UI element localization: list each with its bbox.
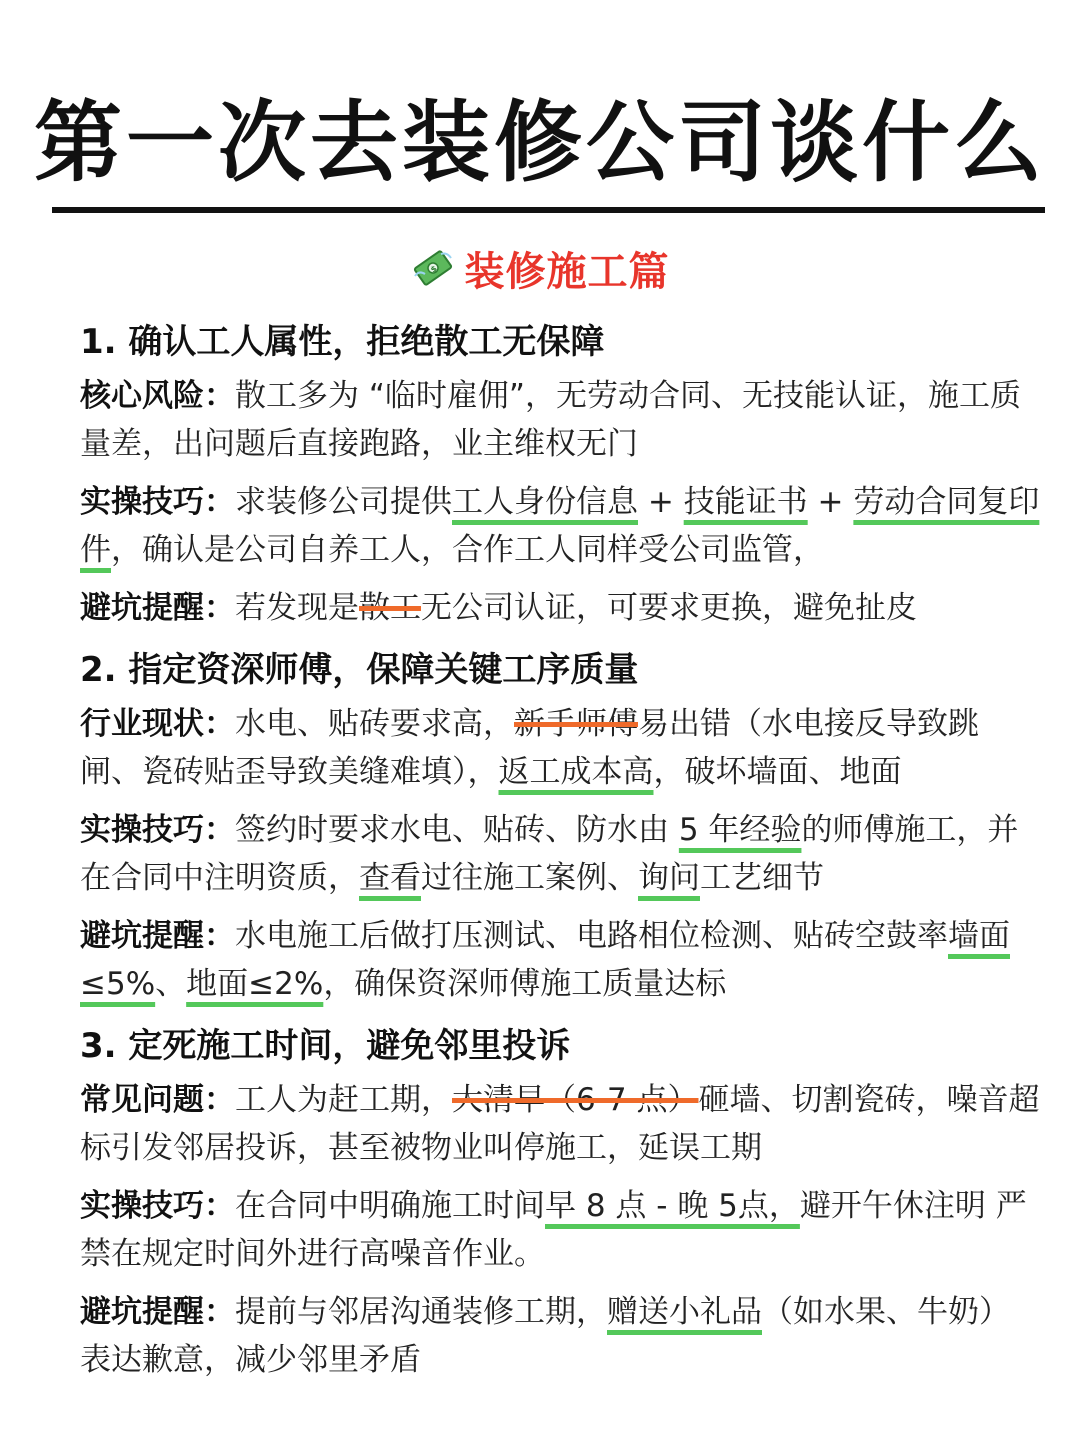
highlight-underline: 技能证书 [683, 484, 808, 520]
paragraph [80, 700, 1040, 796]
strikethrough-text: 新手师傅 [514, 706, 638, 742]
body-text: 提前与邻居沟通装修工期， [235, 1294, 607, 1330]
highlight-underline: 查看 [359, 860, 421, 896]
paragraph [80, 584, 1040, 632]
paragraph [80, 806, 1040, 902]
body-text: 若发现是 [235, 590, 359, 626]
body-text: 水电施工后做打压测试、电路相位检测、贴砖空鼓率 [235, 918, 948, 954]
section-heading: 2. 指定资深师傅，保障关键工序质量 [80, 650, 639, 690]
body-text: 散工多为 “临时雇佣”，无劳动合同、无技能认证，施工质量差，出问题后直接跑路，业主维权无门 [80, 378, 1021, 462]
paragraph [80, 912, 1040, 1008]
highlight-underline: 5 年经验 [678, 812, 802, 848]
body-text: 签约时要求水电、贴砖、防水由 [235, 812, 679, 848]
body-text: 易出错（水电接反导致跳闸、瓷砖贴歪导致美缝难填）， [80, 706, 979, 790]
paragraph [80, 1182, 1040, 1278]
money-with-wings-icon [411, 246, 455, 290]
section-heading: 3. 定死施工时间，避免邻里投诉 [80, 1026, 571, 1066]
body-text: 砸墙、切割瓷砖，噪音超标引发邻居投诉，甚至被物业叫停施工，延误工期 [80, 1082, 1040, 1166]
highlight-underline: 早 8 点 - 晚 5点， [545, 1188, 800, 1224]
section-1 [80, 318, 1040, 632]
title-divider [52, 207, 1045, 213]
paragraph-label: 实操技巧： [80, 484, 235, 520]
body-text: + [638, 484, 684, 520]
paragraph [80, 1076, 1040, 1172]
highlight-underline: 劳动合同复印件 [80, 484, 1040, 568]
paragraph [80, 372, 1040, 468]
body-text: 无公司认证，可要求更换，避免扯皮 [421, 590, 917, 626]
highlight-underline: 询问 [638, 860, 700, 896]
strikethrough-text: 散工 [359, 590, 421, 626]
body-text: 工人为赶工期， [235, 1082, 452, 1118]
paragraph [80, 478, 1040, 574]
paragraph [80, 1288, 1040, 1384]
highlight-underline: 工人身份信息 [452, 484, 638, 520]
body-text: ，破坏墙面、地面 [653, 754, 902, 790]
body-text: 求装修公司提供 [235, 484, 452, 520]
paragraph-label: 核心风险： [80, 378, 235, 414]
body-text: + [807, 484, 854, 520]
body-text: 在合同中明确施工时间 [235, 1188, 545, 1224]
paragraph-label: 常见问题： [80, 1082, 235, 1118]
paragraph-label: 实操技巧： [80, 1188, 235, 1224]
paragraph-label: 避坑提醒： [80, 1294, 235, 1330]
body-text: 过往施工案例、 [421, 860, 638, 896]
body-text: 的师傅施工，并在合同中注明资质， [80, 812, 1019, 896]
section-2 [80, 646, 1040, 1008]
paragraph-label: 行业现状： [80, 706, 235, 742]
paragraph-label: 避坑提醒： [80, 918, 235, 954]
page-title: 第一次去装修公司谈什么 [33, 91, 1046, 194]
body-text: 避开午休注明 严禁在规定时间外进行高噪音作业。 [80, 1188, 1027, 1272]
highlight-underline: 赠送小礼品 [607, 1294, 762, 1330]
subtitle-text: 装修施工篇 [464, 248, 670, 295]
article-body [80, 318, 1040, 1398]
body-text: 水电、贴砖要求高， [235, 706, 514, 742]
subtitle-row [0, 240, 1080, 296]
highlight-underline: 返工成本高 [498, 754, 654, 790]
body-text: ，确保资深师傅施工质量达标 [323, 966, 727, 1002]
highlight-underline: 地面≤2% [186, 966, 324, 1002]
strikethrough-text: 大清早（6-7 点） [452, 1082, 699, 1118]
body-text: 工艺细节 [700, 860, 824, 896]
body-text: ，确认是公司自养工人，合作工人同样受公司监管， [111, 532, 824, 568]
paragraph-label: 实操技巧： [80, 812, 235, 848]
highlight-underline: 墙面≤5% [80, 918, 1010, 1002]
body-text: （如水果、牛奶）表达歉意，减少邻里矛盾 [80, 1294, 1010, 1378]
section-heading: 1. 确认工人属性，拒绝散工无保障 [80, 322, 605, 362]
body-text: 、 [155, 966, 187, 1002]
paragraph-label: 避坑提醒： [80, 590, 235, 626]
section-3 [80, 1022, 1040, 1384]
svg-text:$: $ [428, 263, 439, 275]
